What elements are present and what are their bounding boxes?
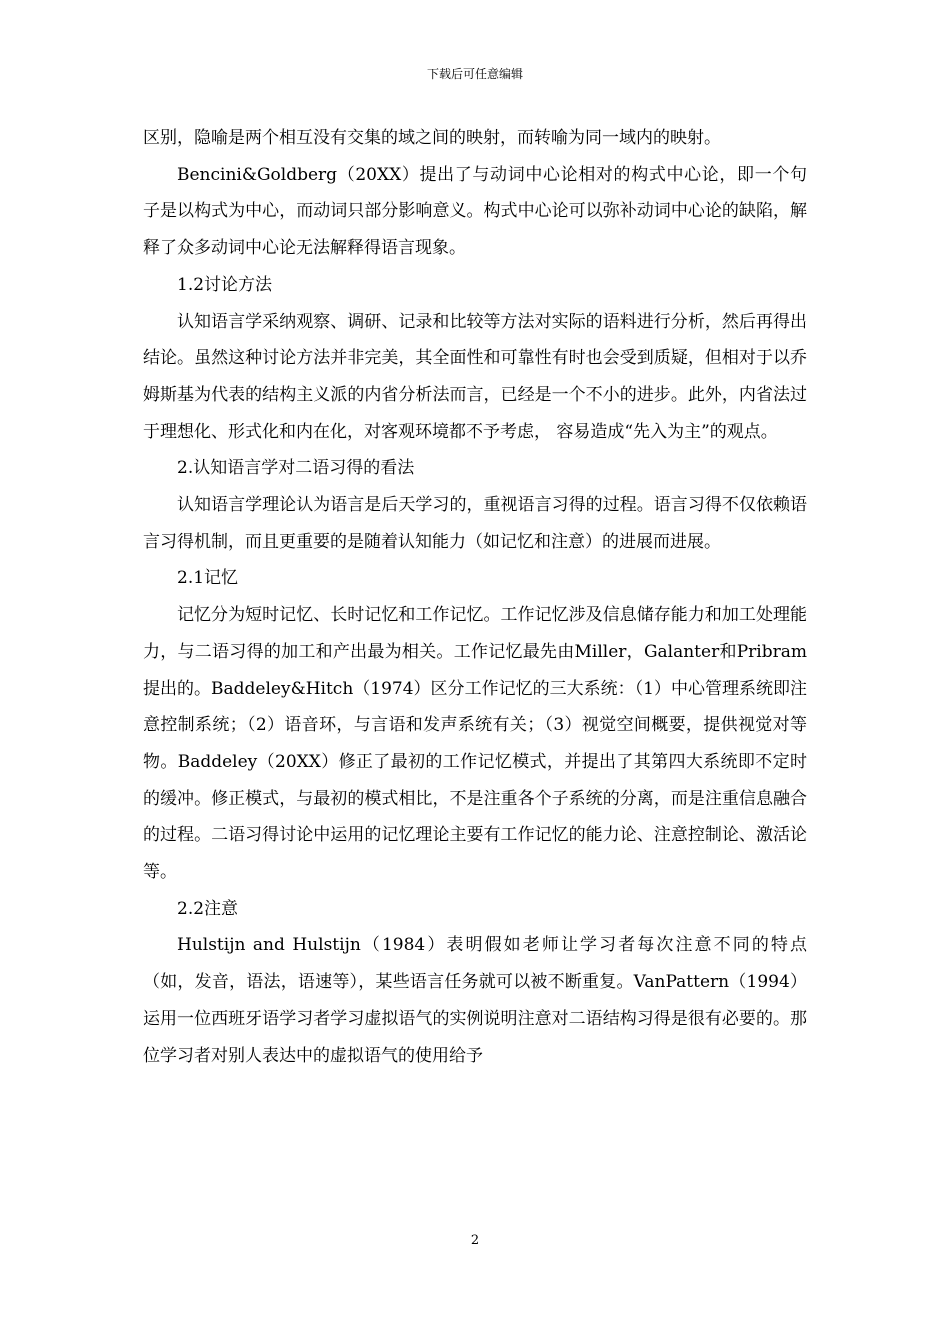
section-heading-2-2: 2.2注意 bbox=[177, 898, 239, 919]
paragraph-continued: 区别，隐喻是两个相互没有交集的域之间的映射，而转喻为同一域内的映射。 bbox=[143, 128, 721, 148]
paragraph-attention: Hulstijn and Hulstijn（1984）表明假如老师让学习者每次注意不同的特点（如，发音，语法，语速等），某些语言任务就可以被不断重复。VanPattern（1994）运用一位西班牙语学习者学习虚拟语气的实例说明注意对二语结构习得是很有必要的。那位学习者对别人表达中的虚拟语气的使用给予 bbox=[143, 935, 807, 1066]
page-header: 下载后可任意编辑 bbox=[426, 67, 523, 81]
paragraph-research-method: 认知语言学采纳观察、调研、记录和比较等方法对实际的语料进行分析，然后再得出结论。虽然这种讨论方法并非完美，其全面性和可靠性有时也会受到质疑，但相对于以乔姆斯基为代表的结构主义派的内省分析法而言，已经是一个不小的进步。此外，内省法过于理想化、形式化和内在化，对客观环境都不予考虑， 容易造成“先入为主”的观点。 bbox=[143, 311, 807, 442]
section-heading-1-2: 1.2讨论方法 bbox=[177, 274, 273, 295]
paragraph-memory: 记忆分为短时记忆、长时记忆和工作记忆。工作记忆涉及信息储存能力和加工处理能力，与二语习得的加工和产出最为相关。工作记忆最先由Miller，Galanter和Pribram提出的。Baddeley&Hitch（1974）区分工作记忆的三大系统：（1）中心管理系统即注意控制系统；（2）语音环，与言语和发声系统有关；（3）视觉空间概要，提供视觉对等物。Baddeley（20XX）修正了最初的工作记忆模式，并提出了其第四大系统即不定时的缓冲。修正模式，与最初的模式相比，不是注重各个子系统的分离，而是注重信息融合的过程。二语习得讨论中运用的记忆理论主要有工作记忆的能力论、注意控制论、激活论等。 bbox=[143, 605, 807, 883]
section-heading-2-1: 2.1记忆 bbox=[177, 568, 239, 589]
document-body bbox=[143, 120, 807, 1074]
section-heading-2: 2.认知语言学对二语习得的看法 bbox=[177, 458, 415, 479]
page-number: 2 bbox=[470, 1233, 480, 1248]
paragraph-acquisition-view: 认知语言学理论认为语言是后天学习的，重视语言习得的过程。语言习得不仅依赖语言习得机制，而且更重要的是随着认知能力（如记忆和注意）的进展而进展。 bbox=[143, 495, 807, 552]
paragraph-construction-grammar: Bencini&Goldberg（20XX）提出了与动词中心论相对的构式中心论，即一个句子是以构式为中心，而动词只部分影响意义。构式中心论可以弥补动词中心论的缺陷，解释了众多动词中心论无法解释得语言现象。 bbox=[143, 164, 807, 259]
